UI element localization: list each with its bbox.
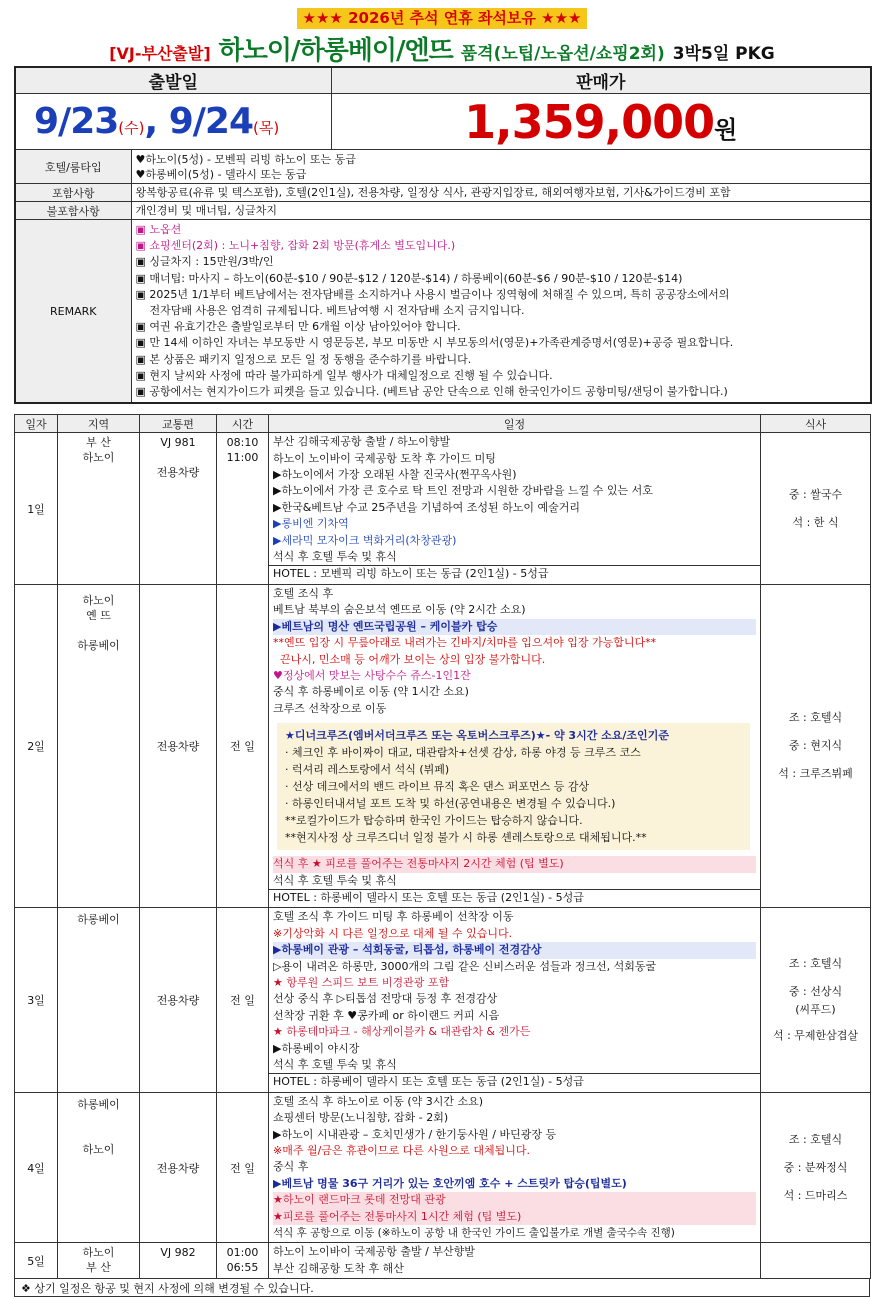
banner-row: [14, 8, 870, 30]
schedule-line: ★피로를 풀어주는 전통마사지 1시간 체험 (팁 별도): [273, 1209, 756, 1225]
hotel-line: ♥하노이(5성) - 모벤픽 리빙 하노이 또는 동급: [135, 152, 356, 166]
departure-header: 출발일: [15, 67, 331, 94]
schedule-line: **옌뜨 입장 시 무릎아래로 내려가는 긴바지/치마를 입으셔야 입장 가능합니다**: [273, 636, 657, 650]
schedule-line: ▶하노이에서 가장 오래된 사찰 진국사(쩐꾸옥사원): [273, 468, 517, 482]
footer-note: ❖ 상기 일정은 항공 및 현지 사정에 의해 변경될 수 있습니다.: [14, 1279, 870, 1297]
day-number: 1일: [15, 433, 58, 585]
day-row: [15, 1092, 871, 1243]
col-transport: 교통편: [140, 415, 217, 433]
meal: 석 : 한 식: [792, 515, 839, 529]
meal: 조 : 호텔식: [788, 711, 843, 725]
departure-dates: [15, 94, 331, 150]
meal: 중 : 분짜정식: [783, 1160, 848, 1174]
remark-item: ▣ 쇼핑센터(2회) : 노니+침향, 잡화 2회 방문(휴게소 별도입니다.): [135, 239, 456, 253]
meal: 조 : 호텔식: [788, 1132, 843, 1146]
meal: 석 : 무제한삼겹살: [772, 1029, 859, 1043]
day-region: [58, 584, 140, 907]
day-schedule: [269, 584, 761, 907]
itinerary-header-row: [15, 415, 871, 433]
price-cell: [331, 94, 871, 150]
day-meals: [761, 584, 871, 907]
day-row: [15, 584, 871, 907]
day-region: [58, 1243, 140, 1279]
meal: 석 : 크루즈뷔페: [778, 767, 853, 781]
region-name: 하롱베이: [77, 1097, 120, 1111]
schedule-line: 중식 후 하롱베이로 이동 (약 1시간 소요): [273, 685, 469, 699]
day-number: 3일: [15, 908, 58, 1092]
day-schedule: [269, 908, 761, 1092]
schedule-line: 선착장 귀환 후 ♥콩카페 or 하이랜드 커피 시음: [273, 1008, 500, 1022]
exclude-label: 불포함사항: [15, 202, 131, 220]
schedule-line: ▶하롱베이 관광 – 석회동굴, 티톱섬, 하롱베이 전경감상: [273, 942, 756, 958]
meal: 조 : 호텔식: [788, 957, 843, 971]
cruise-line: · 하롱인터내셔널 포트 도착 및 하선(공연내용은 변경될 수 있습니다.): [285, 797, 616, 811]
time-value: 06:55: [226, 1261, 259, 1275]
region-name: 하노이: [82, 1246, 115, 1260]
region-name: 하노이: [82, 593, 115, 607]
holiday-banner: ★★★ 2026년 추석 연휴 좌석보유 ★★★: [297, 8, 588, 29]
departure-date-2: 9/24: [168, 101, 254, 142]
region-name: 옌 뜨: [86, 608, 111, 622]
exclude-text: 개인경비 및 매너팁, 싱글차지: [131, 202, 871, 220]
day-transport: [140, 433, 217, 585]
schedule-line: 부산 김해국제공항 출발 / 하노이향발: [273, 435, 451, 449]
day-schedule: [269, 1092, 761, 1243]
price-amount: 1,359,000: [464, 94, 715, 149]
schedule-line: ▶하노이에서 가장 큰 호수로 탁 트인 전망과 시원한 강바람을 느낄 수 있는 서호: [273, 484, 653, 498]
product-title: [14, 30, 870, 66]
schedule-line: ▶하롱베이 야시장: [273, 1041, 360, 1055]
day-region: [58, 1092, 140, 1243]
schedule-line: ▷용이 내려온 하롱만, 3000개의 그림 같은 신비스러운 섬들과 정크선, 석회동굴: [273, 959, 657, 973]
region-name: 하노이: [82, 451, 115, 465]
remark-item: ▣ 싱글차지 : 15만원/3박/인: [135, 255, 274, 269]
day-schedule: [269, 433, 761, 585]
hotel-label: 호텔/룸타입: [15, 150, 131, 184]
day-meals: [761, 908, 871, 1092]
day-time: 전 일: [217, 1092, 269, 1243]
region-name: 하롱베이: [77, 913, 120, 927]
remark-label: REMARK: [15, 220, 131, 404]
schedule-line: 하노이 노이바이 국제공항 도착 후 가이드 미팅: [273, 451, 496, 465]
destination-title: 하노이/하롱베이/엔뜨: [218, 36, 453, 66]
schedule-line: ♥정상에서 맛보는 사탕수수 쥬스-1인1잔: [273, 668, 471, 682]
schedule-line: 석식 후 공항으로 이동 (※하노이 공항 내 한국인 가이드 출입불가로 개별 출국수속 진행): [273, 1227, 675, 1240]
cruise-box: [277, 723, 750, 850]
remark-item: ▣ 본 상품은 패키지 일정으로 모든 일 정 동행을 준수하기를 바랍니다.: [135, 352, 472, 366]
meal: 석 : 드마리스: [783, 1188, 848, 1202]
time-value: 11:00: [226, 451, 259, 465]
remark-item: ▣ 2025년 1/1부터 베트남에서는 전자담배를 소지하거나 사용시 벌금이나 징역형에 처해질 수 있으며, 특히 공공장소에서의: [135, 287, 730, 301]
schedule-line: ★ 항루원 스피드 보트 비경관광 포함: [273, 975, 450, 989]
cruise-line: · 선상 데크에서의 밴드 라이브 뮤직 혹은 댄스 퍼포먼스 등 감상: [285, 780, 590, 794]
remark-item: ▣ 공항에서는 현지가이드가 피켓을 들고 있습니다. (베트남 공안 단속으로 인해 한국인가이드 공항미팅/샌딩이 불가합니다.): [135, 385, 728, 399]
time-value: 08:10: [226, 436, 259, 450]
region-name: 부 산: [86, 436, 111, 450]
day-meals: [761, 1243, 871, 1279]
departure-date-1: 9/23: [34, 101, 119, 142]
day-region: [58, 908, 140, 1092]
col-meal: 식사: [761, 415, 871, 433]
hotel-line: HOTEL : 모벤픽 리빙 하노이 또는 동급 (2인1실) - 5성급: [269, 565, 760, 582]
time-value: 01:00: [226, 1246, 259, 1260]
day-transport: 전용차량: [140, 1092, 217, 1243]
include-text: 왕복항공료(유류 및 텍스포함), 호텔(2인1실), 전용차량, 일정상 식사, 관광지입장료, 해외여행자보험, 기사&가이드경비 포함: [131, 184, 871, 202]
cruise-line: **로컬가이드가 탑승하며 한국인 가이드는 탑승하지 않습니다.: [285, 814, 583, 828]
departure-dow-2: (목): [253, 119, 280, 137]
schedule-line: 호텔 조식 후 하노이로 이동 (약 3시간 소요): [273, 1094, 484, 1108]
remark-item: ▣ 매너팁: 마사지 – 하노이(60분-$10 / 90분-$12 / 120분-$14) / 하롱베이(60분-$6 / 90분-$10 / 120분-$14): [135, 271, 683, 285]
cruise-line: ★디너크루즈(엠버서더크루즈 또는 옥토버스크루즈)★- 약 3시간 소요/조인기준: [285, 729, 669, 743]
day-number: 2일: [15, 584, 58, 907]
day-number: 5일: [15, 1243, 58, 1279]
region-name: 하노이: [82, 1142, 115, 1156]
schedule-line: 쇼핑센터 방문(노니침향, 잡화 - 2회): [273, 1111, 449, 1125]
schedule-line: ※매주 월/금은 휴관이므로 다른 사원으로 대체됩니다.: [273, 1144, 531, 1158]
day-transport: 전용차량: [140, 908, 217, 1092]
price-unit: 원: [714, 115, 738, 144]
remark-item: ▣ 여권 유효기간은 출발일로부터 만 6개월 이상 남아있어야 합니다.: [135, 320, 461, 334]
schedule-line: ★ 하롱테마파크 - 해상케이블카 & 대관람차 & 젠가든: [273, 1025, 531, 1039]
grade-label: 품격(노팁/노옵션/쇼핑2회): [460, 44, 665, 64]
day-row: [15, 433, 871, 585]
schedule-line: 선상 중식 후 ▷티톱섬 전망대 등정 후 전경감상: [273, 992, 498, 1006]
schedule-line: ▶베트남 명물 36구 거리가 있는 호안끼엠 호수 + 스트릿카 탑승(팁별도): [273, 1176, 627, 1190]
day-row: [15, 1243, 871, 1279]
schedule-line: ▶베트남의 명산 옌뜨국립공원 – 케이블카 탑승: [273, 619, 756, 635]
day-time: [217, 1243, 269, 1279]
day-row: [15, 908, 871, 1092]
col-region: 지역: [58, 415, 140, 433]
cruise-line: · 체크인 후 바이짜이 대교, 대관람차+선셋 감상, 하롱 야경 등 크루즈 코스: [285, 746, 641, 760]
col-day: 일자: [15, 415, 58, 433]
hotel-line: HOTEL : 하롱베이 델라시 또는 호텔 또는 동급 (2인1실) - 5성급: [269, 889, 760, 906]
remark-item: 전자담배 사용은 엄격히 규제됩니다. 베트남여행 시 전자담배 소지 금지입니다.: [135, 304, 525, 318]
day-time: 전 일: [217, 908, 269, 1092]
flight-number: VJ 981: [160, 436, 196, 450]
meal: (씨푸드): [795, 1003, 836, 1017]
schedule-line: 호텔 조식 후: [273, 586, 334, 600]
schedule-line: 베트남 북부의 숨은보석 옌뜨로 이동 (약 2시간 소요): [273, 603, 526, 617]
meal: 중 : 쌀국수: [788, 487, 843, 501]
schedule-line: 부산 김해공항 도착 후 해산: [273, 1261, 404, 1275]
day-schedule: [269, 1243, 761, 1279]
day-meals: [761, 1092, 871, 1243]
day-number: 4일: [15, 1092, 58, 1243]
hotel-info: [131, 150, 871, 184]
schedule-line: ▶한국&베트남 수교 25주년을 기념하여 조성된 하노이 예술거리: [273, 500, 581, 514]
schedule-line: 중식 후: [273, 1160, 309, 1174]
day-time: 전 일: [217, 584, 269, 907]
hotel-line: HOTEL : 하롱베이 델라시 또는 호텔 또는 동급 (2인1실) - 5성급: [269, 1073, 760, 1090]
meal: 중 : 선상식: [788, 985, 843, 999]
remark-item: ▣ 만 14세 이하인 자녀는 부모동반 시 영문등본, 부모 미동반 시 부모동의서(영문)+가족관계증명서(영문)+공증 필요합니다.: [135, 336, 734, 350]
day-transport: VJ 982: [140, 1243, 217, 1279]
region-name: 하롱베이: [77, 638, 120, 652]
schedule-line: 석식 후 호텔 투숙 및 휴식: [273, 873, 397, 887]
day-transport: 전용차량: [140, 584, 217, 907]
hotel-line: ♥하롱베이(5성) - 델라시 또는 동급: [135, 167, 307, 181]
schedule-line: 석식 후 호텔 투숙 및 휴식: [273, 550, 397, 564]
schedule-line: ★하노이 랜드마크 롯데 전망대 관광: [273, 1192, 756, 1208]
remark-list: [131, 220, 871, 404]
meal: 중 : 현지식: [788, 739, 843, 753]
price-header: 판매가: [331, 67, 871, 94]
departure-dow-1: (수): [118, 119, 145, 137]
include-label: 포함사항: [15, 184, 131, 202]
schedule-line: 크루즈 선착장으로 이동: [273, 701, 387, 715]
duration-label: 3박5일 PKG: [672, 44, 775, 64]
remark-item: ▣ 현지 날씨와 사정에 따라 불가피하게 일부 행사가 대체일정으로 진행 될 수 있습니다.: [135, 368, 553, 382]
schedule-line: 호텔 조식 후 가이드 미팅 후 하롱베이 선착장 이동: [273, 910, 514, 924]
remark-item: ▣ 노옵션: [135, 223, 182, 236]
summary-table: [14, 66, 872, 404]
col-time: 시간: [217, 415, 269, 433]
schedule-line: 끈나시, 민소매 등 어깨가 보이는 상의 입장 불가합니다.: [273, 652, 546, 666]
transport-name: 전용차량: [156, 466, 200, 480]
col-schedule: 일정: [269, 415, 761, 433]
departure-tag: [VJ-부산출발]: [109, 44, 211, 63]
day-region: [58, 433, 140, 585]
schedule-line: ▶롱비엔 기차역: [273, 517, 349, 531]
cruise-line: · 럭셔리 레스토랑에서 석식 (뷔페): [285, 763, 450, 777]
day-meals: [761, 433, 871, 585]
schedule-line: 하노이 노이바이 국제공항 출발 / 부산향발: [273, 1245, 475, 1259]
schedule-line: ▶하노이 시내관광 – 호치민생가 / 한기둥사원 / 바딘광장 등: [273, 1127, 557, 1141]
itinerary-table: [14, 414, 871, 1279]
schedule-line: ▶세라믹 모자이크 벽화거리(차창관광): [273, 533, 457, 547]
schedule-line: 석식 후 ★ 피로를 풀어주는 전통마사지 2시간 체험 (팁 별도): [273, 856, 756, 872]
cruise-line: **현지사정 상 크루즈디너 일정 불가 시 하롱 셴레스토랑으로 대체됩니다.**: [285, 831, 647, 845]
day-time: [217, 433, 269, 585]
date-separator: ,: [144, 101, 169, 142]
schedule-line: 석식 후 호텔 투숙 및 휴식: [273, 1058, 397, 1072]
schedule-line: ※기상악화 시 다른 일정으로 대체 될 수 있습니다.: [273, 926, 513, 940]
region-name: 부 산: [86, 1261, 111, 1275]
